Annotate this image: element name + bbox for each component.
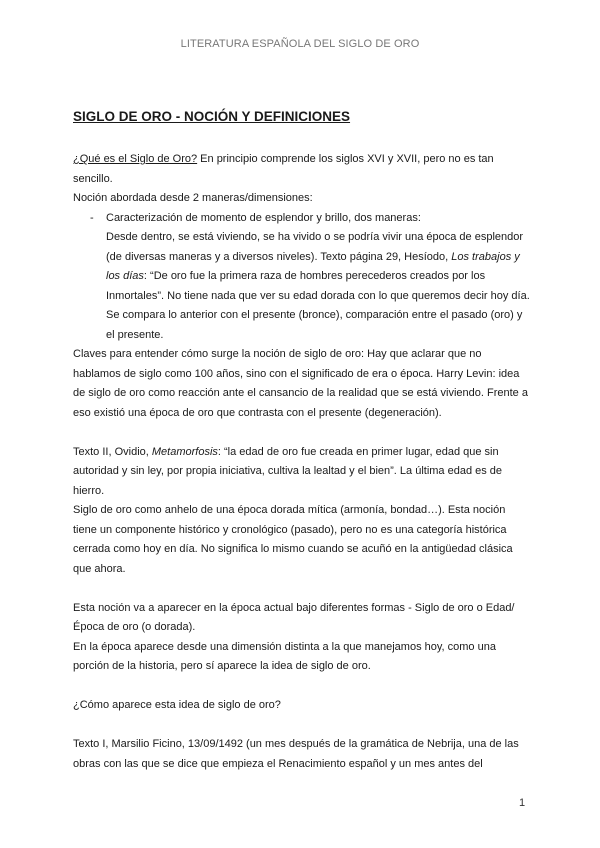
page-title: SIGLO DE ORO - NOCIÓN Y DEFINICIONES xyxy=(73,109,351,124)
work-title-hesiodo: Los trabajos y los días xyxy=(106,250,520,282)
list-item-body xyxy=(106,228,531,345)
paragraph-gap xyxy=(73,579,531,599)
document-body xyxy=(73,150,531,774)
paragraph-gap xyxy=(73,716,531,736)
list-text-b: : “De oro fue la primera raza de hombres perecederos creados por los Inmortales”. No tiene nada que ver su edad dorada con lo que queremos decir hoy día. Se compara lo anterior con el presente (bronce), comparación entre el pasado (oro) y el presente. xyxy=(106,270,530,341)
paragraph-dimension: En la época aparece desde una dimensión distinta a la que manejamos hoy, como una porción de la historia, pero sí aparece la idea de siglo de oro. xyxy=(73,640,496,672)
paragraph-intro xyxy=(73,150,531,189)
list-text-a: Desde dentro, se está viviendo, se ha vivido o se podría vivir una época de esplendor (de diversas maneras y a diversos niveles). Texto página 29, Hesíodo, xyxy=(106,231,524,263)
ovidio-rest: : “la edad de oro fue creada en primer lugar, edad que sin autoridad y sin ley, por propia iniciativa, cultiva la lealtad y el bien”. La última edad es de hierro. xyxy=(73,445,503,497)
paragraph-formas: Esta noción va a aparecer en la época actual bajo diferentes formas - Siglo de oro o Edad/Época de oro (o dorada). xyxy=(73,601,515,633)
intro-text: En principio comprende los siglos XVI y XVII, pero no es tan sencillo. xyxy=(73,153,494,185)
ovidio-lead: Texto II, Ovidio, xyxy=(73,445,152,458)
list-item-heading: Caracterización de momento de esplendor y brillo, dos maneras: xyxy=(106,211,421,224)
paragraph-question: ¿Cómo aparece esta idea de siglo de oro? xyxy=(73,699,281,711)
work-title-metamorfosis: Metamorfosis xyxy=(151,445,218,458)
paragraph-anhelo: Siglo de oro como anhelo de una época dorada mítica (armonía, bondad…). Esta noción tiene un componente histórico y cronológico (pasado), pero no es una categoría histórica cerrada como hoy en día. No significa lo mismo cuando se acuñó en la antigüedad clásica que ahora. xyxy=(73,504,513,575)
paragraph-ovidio xyxy=(73,443,531,502)
paragraph-dimensions: Noción abordada desde 2 maneras/dimensiones: xyxy=(73,192,313,204)
paragraph-gap xyxy=(73,423,531,443)
paragraph-gap xyxy=(73,677,531,697)
dash-marker: - xyxy=(90,211,94,224)
list-item xyxy=(73,209,531,346)
page-number: 1 xyxy=(519,797,526,809)
paragraph-claves: Claves para entender cómo surge la noción de siglo de oro: Hay que aclarar que no hablamos de siglo como 100 años, sino con el significado de era o época. Harry Levin: idea de siglo de oro como reacción ante el cansancio de la realidad que se está viviendo. Frente a eso existió una época de oro que contrasta con el presente (degeneración). xyxy=(73,348,528,419)
question-underlined: ¿Qué es el Siglo de Oro? xyxy=(73,153,198,165)
paragraph-ficino: Texto I, Marsilio Ficino, 13/09/1492 (un mes después de la gramática de Nebrija, una de las obras con las que se dice que empieza el Renacimiento español y un mes antes del xyxy=(73,738,519,770)
running-header: LITERATURA ESPAÑOLA DEL SIGLO DE ORO xyxy=(180,38,420,50)
